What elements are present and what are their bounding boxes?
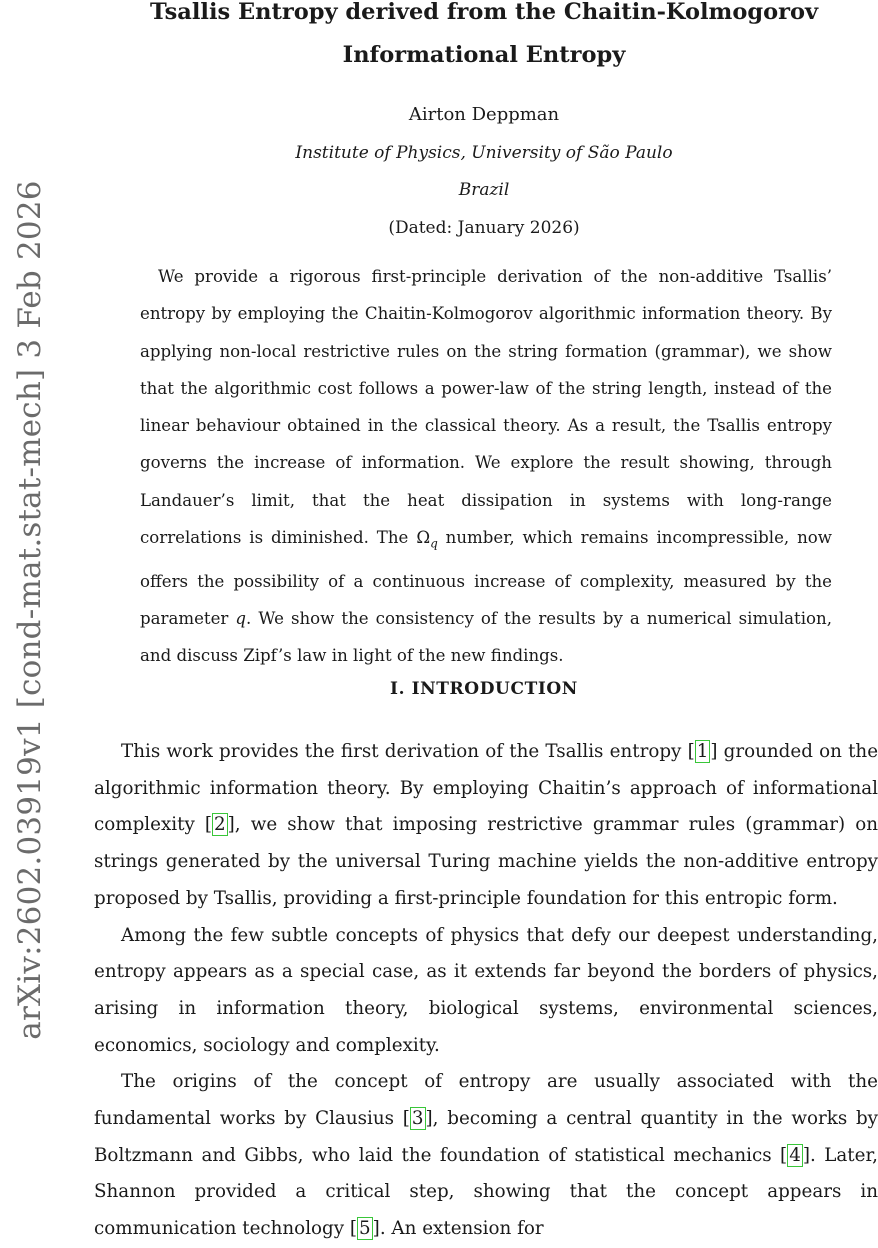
author-country: Brazil (458, 180, 510, 200)
section-heading: I. INTRODUCTION (390, 679, 578, 699)
q-parameter: q (235, 608, 247, 628)
citation-link[interactable]: 2 (214, 814, 226, 836)
intro-paragraph-2: Among the few subtle concepts of physics that defy our deepest understanding, entropy appears as a special case, as it extends far beyond the borders of physics, arising in information theory, biological systems, environmental sciences, economics, sociology and complexity. (94, 924, 878, 1056)
abstract-text-1: We provide a rigorous first-principle derivation of the non-additive Tsallis’ entropy by employing the Chaitin-Kolmogorov algorithmic information theory. By applying non-local restrictive rules on the string formation (grammar), we show that the algorithmic cost follows a power-law of the string length, instead of the linear behaviour obtained in the classical theory. As a result, the Tsallis entropy governs the increase of information. We explore the result showing, through Landauer’s limit, that the heat dissipation in systems with long-range correlations is diminished. The (140, 267, 832, 548)
author-name: Airton Deppman (408, 104, 560, 125)
title-line-1: Tsallis Entropy derived from the Chaitin-Kolmogorov (149, 0, 819, 25)
paper-title (90, 0, 878, 74)
citation-link[interactable]: 1 (696, 741, 709, 762)
intro-paragraph-3: The origins of the concept of entropy are usually associated with the fundamental works by Clausius [ 3 ], becoming a central quantity in the works by Boltzmann and Gibbs, who laid the foundation of statistical mechanics [ 4 ]. Later, Shannon provided a critical step, showing that the concept appears in communication technology [ 5 ]. An extension for (94, 1071, 878, 1240)
abstract (140, 258, 832, 675)
introduction-body (94, 734, 878, 1248)
date-line: (Dated: January 2026) (388, 218, 580, 238)
intro-paragraph-1: This work provides the first derivation of the Tsallis entropy [ 1 ] grounded on the algorithmic information theory. By employing Chaitin’s approach of informational complexity [ 2 ], we show that imposing restrictive grammar rules (grammar) on strings generated by the universal Turing machine yields the non-additive entropy proposed by Tsallis, providing a first-principle foundation for this entropic form. (94, 741, 878, 909)
omega-symbol: $\Omega_q$ (416, 528, 438, 551)
title-line-2: Informational Entropy (342, 42, 626, 68)
author-institution: Institute of Physics, University of São Paulo (295, 143, 673, 163)
citation-link[interactable]: 4 (789, 1144, 801, 1166)
arxiv-identifier: arXiv:2602.03919v1 [cond-mat.stat-mech] 3 Feb 2026 (12, 180, 48, 1040)
abstract-paragraph (140, 258, 832, 675)
omega-subscript: q (430, 536, 438, 551)
abstract-text-3: . We show the consistency of the results by a numerical simulation, and discuss Zipf’s law in light of the new findings. (140, 608, 832, 666)
citation-link[interactable]: 5 (359, 1218, 371, 1240)
abstract-text-2: number, which remains incompressible, now offers the possibility of a continuous increase of complexity, measured by the parameter (140, 528, 833, 628)
arxiv-sidebar (0, 0, 60, 1200)
citation-link[interactable]: 3 (411, 1108, 424, 1130)
